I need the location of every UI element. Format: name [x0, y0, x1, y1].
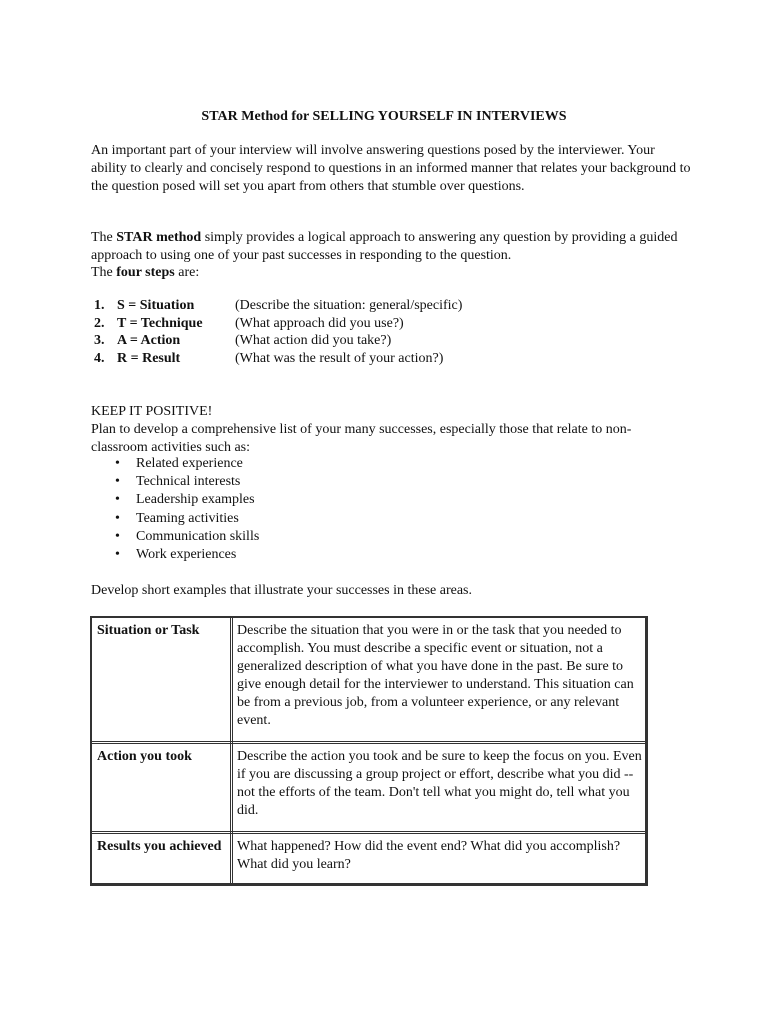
- star-method-paragraph: [91, 229, 691, 265]
- star-table: [90, 616, 648, 886]
- step-item: [91, 350, 691, 368]
- list-item: [115, 546, 515, 564]
- list-item-text: Work experiences: [136, 546, 237, 562]
- four-steps-bold: four steps: [116, 265, 175, 280]
- keep-positive-heading: KEEP IT POSITIVE!: [91, 404, 213, 419]
- plan-paragraph: Plan to develop a comprehensive list of your many successes, especially those that relate to non-classroom activities such as:: [91, 422, 632, 455]
- step-description: (What was the result of your action?): [235, 350, 444, 366]
- intro-paragraph: An important part of your interview will involve answering questions posed by the interviewer. Your ability to clearly and concisely respond to questions in an informed manner that relates your background to the question posed will set you apart from others that stumble over questions.: [91, 143, 691, 194]
- step-item: [91, 315, 691, 333]
- list-item: [115, 491, 515, 509]
- list-item: [115, 455, 515, 473]
- step-number: 1.: [94, 298, 105, 313]
- step-number: 4.: [94, 350, 105, 366]
- bullet-icon: •: [115, 510, 120, 526]
- bullet-icon: •: [115, 456, 120, 471]
- table-row-label: Action you took: [97, 749, 192, 764]
- bullet-icon: •: [115, 546, 120, 562]
- star-method-bold: STAR method: [116, 230, 202, 245]
- bullet-icon: •: [115, 474, 120, 490]
- table-row-label: Situation or Task: [97, 623, 200, 638]
- list-item-text: Leadership examples: [136, 492, 255, 508]
- step-name: S = Situation: [117, 298, 195, 313]
- step-description: (What action did you take?): [235, 333, 392, 348]
- develop-paragraph: Develop short examples that illustrate your successes in these areas.: [91, 583, 472, 598]
- list-item-text: Communication skills: [136, 528, 260, 544]
- table-row: [92, 834, 645, 886]
- four-steps-suffix: are:: [174, 265, 200, 280]
- four-steps-line: [91, 264, 691, 282]
- table-row: [92, 618, 645, 744]
- step-number: 2.: [94, 315, 105, 331]
- step-name: A = Action: [117, 333, 181, 348]
- list-item-text: Related experience: [136, 456, 243, 471]
- table-row-description: Describe the situation that you were in or the task that you needed to accomplish. You must describe a specific event or situation, not a generalized description of what you have done in the past. Be sure to give enough detail for the interviewer to understand. This situation can be from a previous job, from a volunteer experience, or any relevant event.: [237, 623, 634, 728]
- four-steps-prefix: The: [91, 265, 117, 280]
- step-name: R = Result: [117, 350, 181, 366]
- table-row-label: Results you achieved: [97, 839, 222, 854]
- table-row-description: Describe the action you took and be sure to keep the focus on you. Even if you are discussing a group project or effort, describe what you did -- not the efforts of the team. Don't tell what you might do, tell what you did.: [237, 749, 642, 818]
- step-number: 3.: [94, 333, 105, 348]
- list-item-text: Teaming activities: [136, 510, 239, 526]
- step-item: [91, 332, 691, 350]
- bullet-icon: •: [115, 528, 120, 544]
- table-row: [92, 744, 645, 834]
- star-suffix: simply provides a logical approach to answering any question by providing a guided approach to using one of your past successes in responding to the question.: [91, 230, 678, 263]
- list-item: [115, 473, 515, 491]
- bullet-list: [115, 455, 515, 564]
- step-description: (Describe the situation: general/specific): [235, 298, 463, 313]
- list-item: [115, 528, 515, 546]
- step-description: (What approach did you use?): [235, 315, 404, 331]
- steps-list: [91, 297, 691, 367]
- list-item: [115, 510, 515, 528]
- star-prefix: The: [91, 230, 117, 245]
- document-title: STAR Method for SELLING YOURSELF IN INTERVIEWS: [201, 109, 567, 124]
- table-row-description: What happened? How did the event end? What did you accomplish? What did you learn?: [237, 839, 621, 872]
- bullet-icon: •: [115, 492, 120, 508]
- step-item: [91, 297, 691, 315]
- step-name: T = Technique: [117, 315, 203, 331]
- list-item-text: Technical interests: [136, 474, 241, 490]
